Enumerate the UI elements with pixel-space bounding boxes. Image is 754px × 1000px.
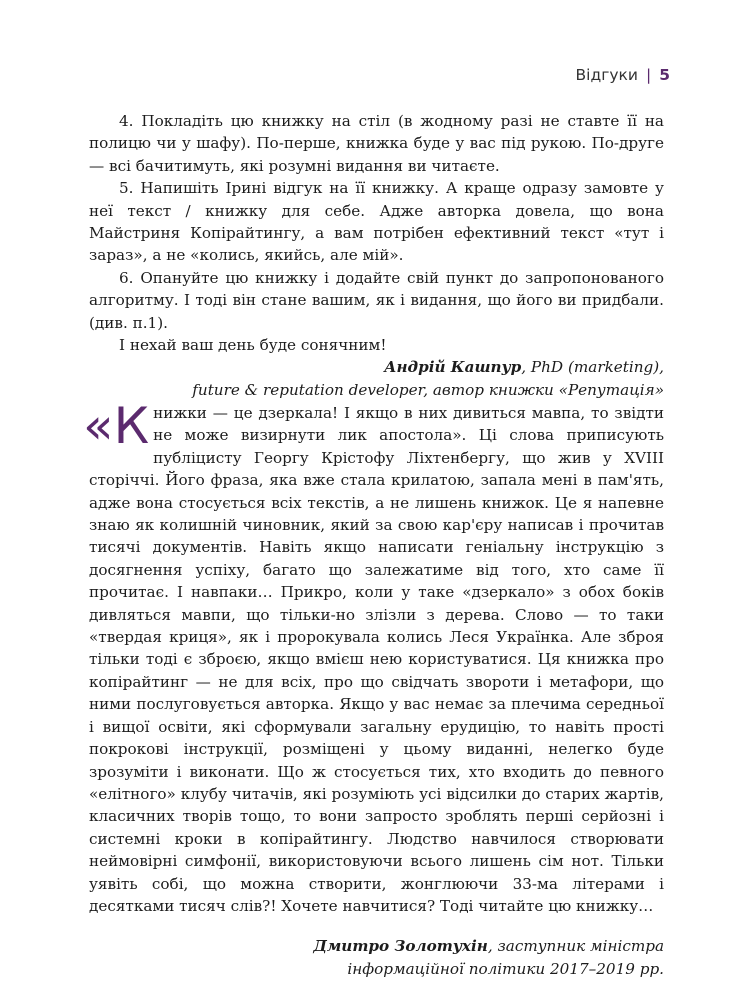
running-header [576, 66, 670, 84]
review-kashpur [89, 110, 664, 401]
author-credentials: , PhD (marketing), [521, 358, 664, 377]
author-credentials: , заступник міністра [487, 937, 664, 956]
author-name: Андрій Кашпур [384, 358, 522, 377]
page-number: 5 [659, 66, 670, 84]
review-body [83, 397, 664, 917]
drop-cap [83, 397, 150, 455]
author-role: інформаційної політики 2017–2019 рр. [347, 959, 664, 978]
header-separator: | [645, 66, 652, 84]
review-text: нижки — це дзеркала! І якщо в них дивиться мавпа, то звідти не може визирнути лик апостола». Ці слова приписують публіцисту Георгу Крістофу Ліхтенбергу, що жив у XVIII сторіччі. Його фраза, яка вже стала крилатою, запала мені в пам'ять, адже вона стосується всіх текстів, а не лишень книжок. Це я напевне знаю як колишній чиновник, який за свою кар'єру написав і прочитав тисячі документів. Навіть якщо написати геніальну інструкцію з досягнення успіху, багато що залежатиме від того, хто саме її прочитає. І навпаки… Прикро, коли у таке «дзеркало» з обох боків дивляться мавпи, що тільки-но злізли з дерева. Слово — то таки «твердая криця», як і пророкувала колись Леся Українка. Але зброя тільки тоді є зброєю, якщо вмієш нею користуватися. Ця книжка про копірайтинг — не для всіх, про що свідчать звороти і метафори, що ними послуговується авторка. Якщо у вас немає за плечима середньої і вищої освіти, які сформували загальну ерудицію, то навіть прості покрокові інструкції, розміщені у цьому виданні, нелегко буде зрозуміти і виконати. Що ж стосується тих, хто входить до певного «елітного» клубу читачів, які розуміють усі відсилки до старих жартів, класичних творів тощо, то вони запросто зроблять перші серйозні і системні кроки в копірайтингу. Людство навчилося створювати неймовірні симфонії, використовуючи всього лишень сім нот. Тільки уявіть собі, що можна створити, жонглюючи 33-ма літерами і десятками тисяч слів?! Хочете навчитися? Тоді читайте цю книжку… [89, 404, 664, 915]
review-zolotukhin [83, 397, 664, 980]
review-signature [89, 935, 664, 957]
open-quote-mark: « [83, 397, 114, 455]
review-paragraph: 6. Опануйте цю книжку і додайте свій пункт до запропонованого алгоритму. І тоді він стане вашим, як і видання, що його ви придбали. (див. п.1). [89, 268, 664, 332]
review-signature [89, 356, 664, 378]
review-paragraph: 5. Напишіть Ірині відгук на її книжку. А краще одразу замовте у неї текст / книжку для себе. Адже авторка довела, що вона Майстриня Копірайтингу, а вам потрібен ефективний текст «тут і зараз», а не «колись, якийсь, але мій». [89, 179, 664, 265]
section-title: Відгуки [575, 66, 638, 84]
author-name: Дмитро Золотухін [313, 937, 488, 956]
review-paragraph: І нехай ваш день буде сонячним! [119, 336, 387, 355]
author-role: future & reputation developer, автор книжки «Репутація» [192, 380, 664, 399]
drop-cap-letter: К [113, 397, 150, 455]
review-paragraph: 4. Покладіть цю книжку на стіл (в жодному разі не ставте її на полицю чи у шафу). По-перше, книжка буде у вас під рукою. По-друге — всі бачитимуть, які розумні видання ви читаєте. [89, 112, 664, 175]
